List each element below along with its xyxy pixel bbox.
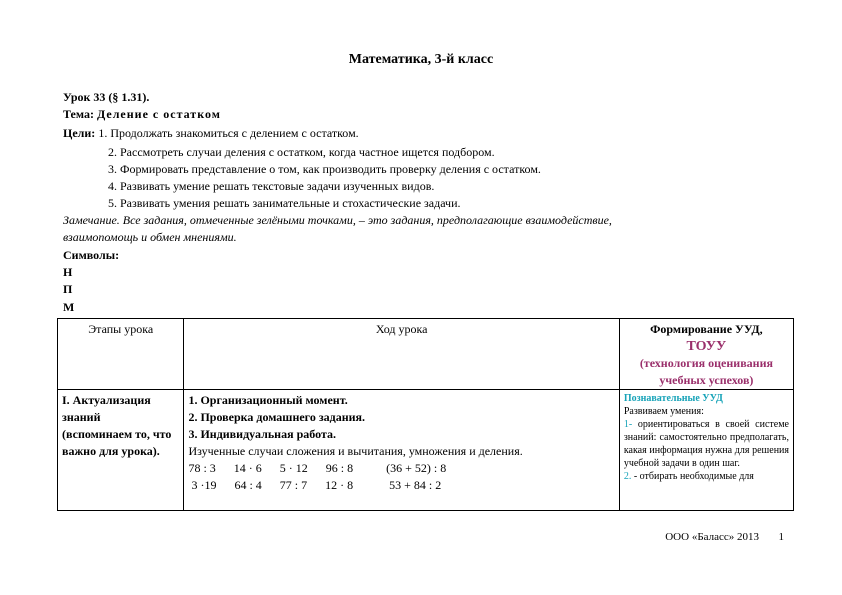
goal-item: 3. Формировать представление о том, как производить проверку деления с остатком.	[108, 162, 541, 176]
header-stages: Этапы урока	[58, 319, 184, 390]
header-course: Ход урока	[184, 319, 619, 390]
symbol-item: П	[63, 282, 73, 296]
goal-item: 4. Развивать умение решать текстовые задачи изученных видов.	[108, 179, 435, 193]
goal-item: 1. Продолжать знакомиться с делением с остатком.	[98, 126, 359, 140]
document-title: Математика, 3-й класс	[348, 52, 494, 67]
uud-item-text: - отбирать необходимые для	[631, 471, 754, 482]
goals-line-1	[63, 126, 359, 141]
lesson-topic	[63, 107, 221, 122]
stage-subtitle: (вспоминаем то, что важно для урока).	[62, 427, 172, 458]
header-uud-title: Формирование УУД,	[650, 322, 763, 336]
uud-cell	[619, 390, 793, 511]
table-header-row	[58, 319, 794, 390]
task-text: Изученные случаи сложения и вычитания, умножения и деления.	[188, 444, 523, 458]
page-number: 1	[778, 531, 784, 543]
expressions-row: 78 : 3 14 · 6 5 · 12 96 : 8 (36 + 52) : 8	[188, 461, 447, 475]
note-line: Замечание. Все задания, отмеченные зелёными точками, – это задания, предполагающие взаимодействие,	[63, 213, 612, 227]
uud-item-number: 1-	[623, 419, 633, 430]
step-item: 3. Индивидуальная работа.	[188, 427, 336, 441]
uud-intro: Развиваем умения:	[623, 406, 704, 417]
stage-cell	[58, 390, 184, 511]
expressions-row: 3 ·19 64 : 4 77 : 7 12 · 8 53 + 84 : 2	[188, 478, 442, 492]
footer-publisher: ООО «Баласс» 2013	[665, 531, 759, 543]
uud-item	[624, 470, 789, 483]
goal-item: 2. Рассмотреть случаи деления с остатком, когда частное ищется подбором.	[108, 145, 495, 159]
header-toou: ТОУУ	[686, 339, 727, 354]
symbols-label: Символы:	[63, 248, 120, 262]
lesson-plan-table	[57, 318, 794, 511]
goals-label: Цели:	[63, 126, 96, 140]
header-uud	[619, 319, 793, 390]
note-line: взаимопомощь и обмен мнениями.	[63, 230, 237, 244]
uud-title: Познавательные УУД	[623, 393, 723, 404]
uud-item-text: ориентироваться в своей системе знаний: самостоятельно предполагать, какая информация нужна для решения учебной задачи в один шаг.	[623, 419, 789, 469]
topic-label: Тема:	[63, 107, 94, 121]
goal-item: 5. Развивать умения решать занимательные и стохастические задачи.	[108, 196, 461, 210]
table-row	[58, 390, 794, 511]
page-footer	[665, 531, 784, 543]
step-item: 2. Проверка домашнего задания.	[188, 410, 366, 424]
uud-item-number: 2.	[623, 471, 632, 482]
step-item: 1. Организационный момент.	[188, 393, 348, 407]
topic-value: Деление с остатком	[96, 107, 221, 121]
uud-item	[624, 418, 789, 470]
symbol-item: Н	[63, 265, 73, 279]
stage-title: I. Актуализация знаний	[62, 393, 151, 424]
course-cell	[184, 390, 619, 511]
lesson-number: Урок 33 (§ 1.31).	[63, 90, 150, 104]
symbol-item: М	[63, 300, 75, 314]
header-toou-sub: (технология оценивания учебных успехов)	[639, 356, 774, 387]
